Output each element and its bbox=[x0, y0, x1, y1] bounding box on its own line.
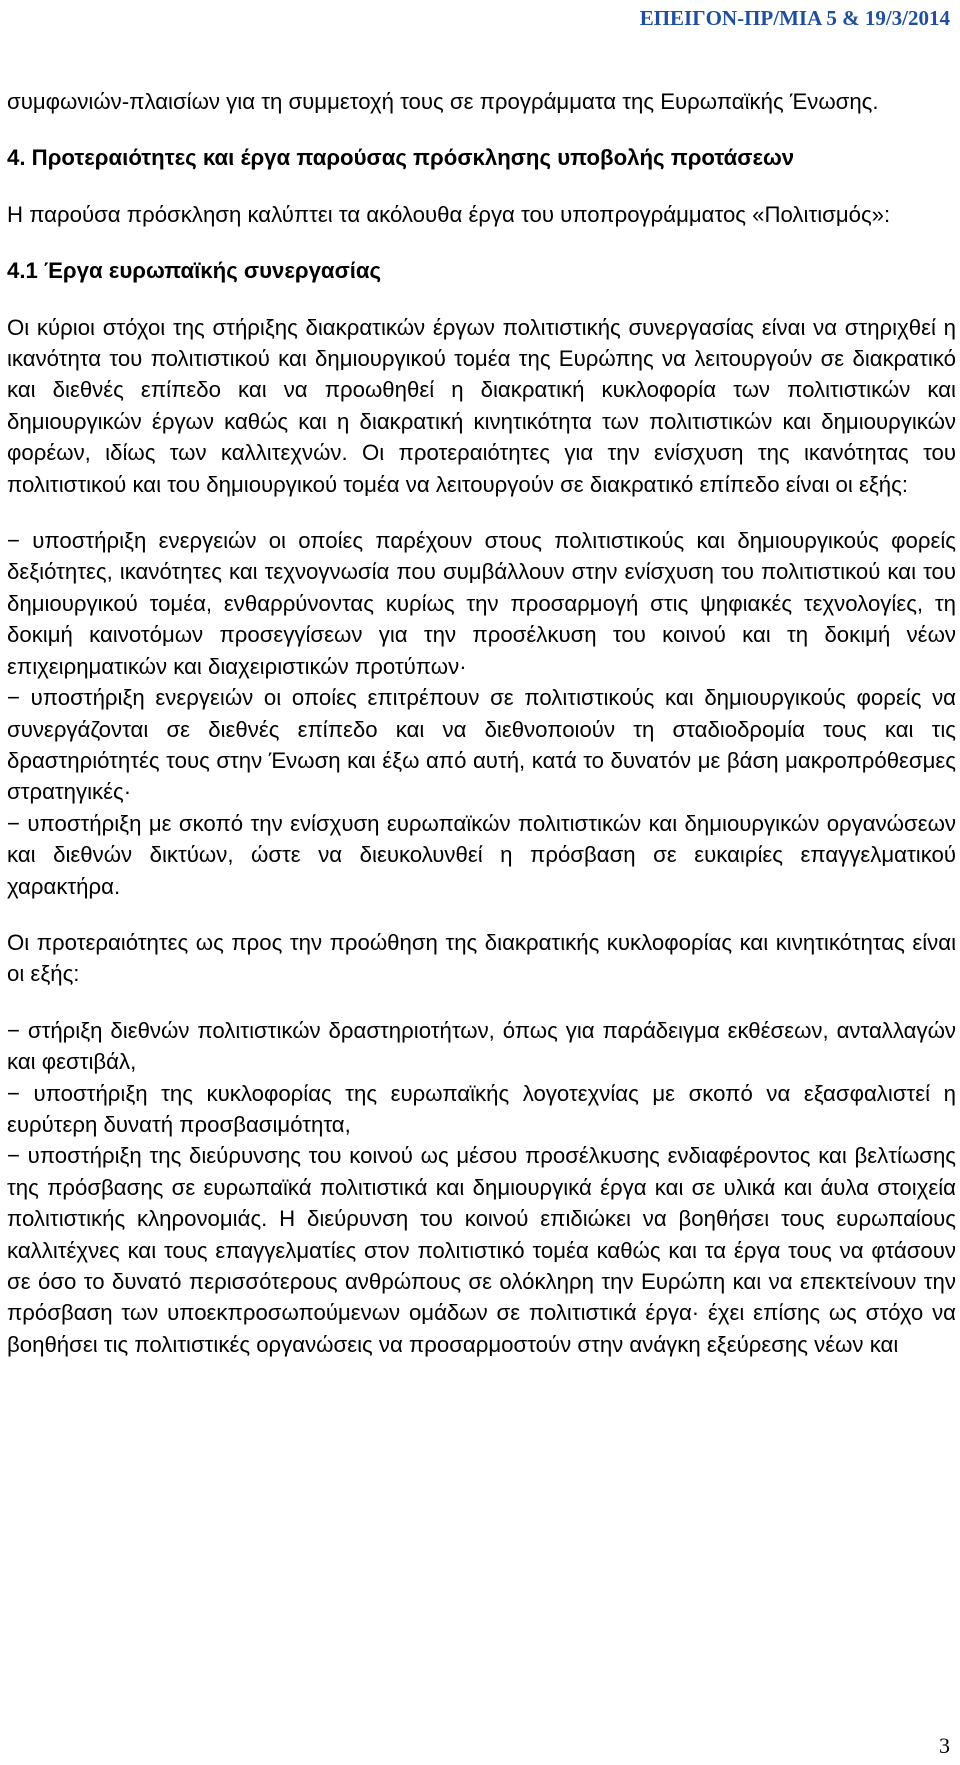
document-reference-header: ΕΠΕΙΓΟΝ-ΠΡ/ΜΙΑ 5 & 19/3/2014 bbox=[639, 6, 950, 30]
page-number: 3 bbox=[939, 1733, 950, 1758]
circulation-priorities-list bbox=[7, 1015, 956, 1360]
section-4-1-heading: 4.1 Έργα ευρωπαϊκής συνεργασίας bbox=[7, 258, 382, 284]
list-item: − υποστήριξη της διεύρυνσης του κοινού ως μέσου προσέλκυσης ενδιαφέροντος και βελτίωσης της πρόσβασης σε ευρωπαϊκά πολιτιστικά και δημιουργικά έργα και σε υλικά και άυλα στοιχεία πολιτιστικής κληρονομιάς. Η διεύρυνση του κοινού επιδιώκει να βοηθήσει τους ευρωπαίους καλλιτέχνες και τους επαγγελματίες στον πολιτιστικό τομέα καθώς και τα έργα τους να φτάσουν σε όσο το δυνατό περισσότερους ανθρώπους σε ολόκληρη την Ευρώπη και να επεκτείνουν την πρόσβαση των υποεκπροσωπούμενων ομάδων σε πολιτιστικά έργα· έχει επίσης ως στόχο να βοηθήσει τις πολιτιστικές οργανώσεις να προσαρμοστούν στην ανάγκη εξεύρεσης νέων και bbox=[7, 1143, 956, 1357]
circulation-intro-paragraph: Οι προτεραιότητες ως προς την προώθηση της διακρατικής κυκλοφορίας και κινητικότητας είναι οι εξής: bbox=[7, 929, 956, 987]
section-4-1-paragraph: Οι κύριοι στόχοι της στήριξης διακρατικών έργων πολιτιστικής συνεργασίας είναι να στηριχθεί η ικανότητα του πολιτιστικού και δημιουργικού τομέα της Ευρώπης να λειτουργούν σε διακρατικό και διεθνές επίπεδο και να προωθηθεί η διακρατική κυκλοφορία των πολιτιστικών και δημιουργικών έργων καθώς και η διακρατική κινητικότητα των πολιτιστικών και δημιουργικών φορέων, ιδίως των καλλιτεχνών. Οι προτεραιότητες για την ενίσχυση της ικανότητας του πολιτιστικού και του δημιουργικού τομέα να λειτουργούν σε διακρατικό επίπεδο είναι οι εξής: bbox=[7, 314, 956, 497]
document-body bbox=[7, 86, 956, 1360]
list-item: − υποστήριξη ενεργειών οι οποίες παρέχουν στους πολιτιστικούς και δημιουργικούς φορείς δεξιότητες, ικανότητες και τεχνογνωσία που συμβάλλουν στην ενίσχυση του πολιτιστικού και του δημιουργικού τομέα, ενθαρρύνοντας κυρίως την προσαρμογή στις ψηφιακές τεχνολογίες, τη δοκιμή καινοτόμων προσεγγίσεων για την προσέλκυση του κοινού και τη δοκιμή νέων επιχειρηματικών και διαχειριστικών προτύπων· bbox=[7, 528, 956, 679]
section-4-paragraph: Η παρούσα πρόσκληση καλύπτει τα ακόλουθα έργα του υποπρογράμματος «Πολιτισμός»: bbox=[7, 201, 891, 227]
capacity-priorities-list bbox=[7, 525, 956, 902]
list-item: − στήριξη διεθνών πολιτιστικών δραστηριοτήτων, όπως για παράδειγμα εκθέσεων, ανταλλαγών και φεστιβάλ, bbox=[7, 1017, 956, 1075]
list-item: − υποστήριξη με σκοπό την ενίσχυση ευρωπαϊκών πολιτιστικών και δημιουργικών οργανώσεων και διεθνών δικτύων, ώστε να διευκολυνθεί η πρόσβαση σε ευκαιρίες επαγγελματικού χαρακτήρα. bbox=[7, 810, 956, 899]
list-item: − υποστήριξη της κυκλοφορίας της ευρωπαϊκής λογοτεχνίας με σκοπό να εξασφαλιστεί η ευρύτερη δυνατή προσβασιμότητα, bbox=[7, 1080, 956, 1137]
intro-continuation-paragraph: συμφωνιών-πλαισίων για τη συμμετοχή τους σε προγράμματα της Ευρωπαϊκής Ένωσης. bbox=[7, 89, 879, 114]
section-4-heading: 4. Προτεραιότητες και έργα παρούσας πρόσκλησης υποβολής προτάσεων bbox=[7, 145, 795, 171]
list-item: − υποστήριξη ενεργειών οι οποίες επιτρέπουν σε πολιτιστικούς και δημιουργικούς φορείς να συνεργάζονται σε διεθνές επίπεδο και να διεθνοποιούν τη σταδιοδρομία τους και τις δραστηριότητές τους στην Ένωση και έξω από αυτή, κατά το δυνατόν με βάση μακροπρόθεσμες στρατηγικές· bbox=[7, 685, 956, 805]
